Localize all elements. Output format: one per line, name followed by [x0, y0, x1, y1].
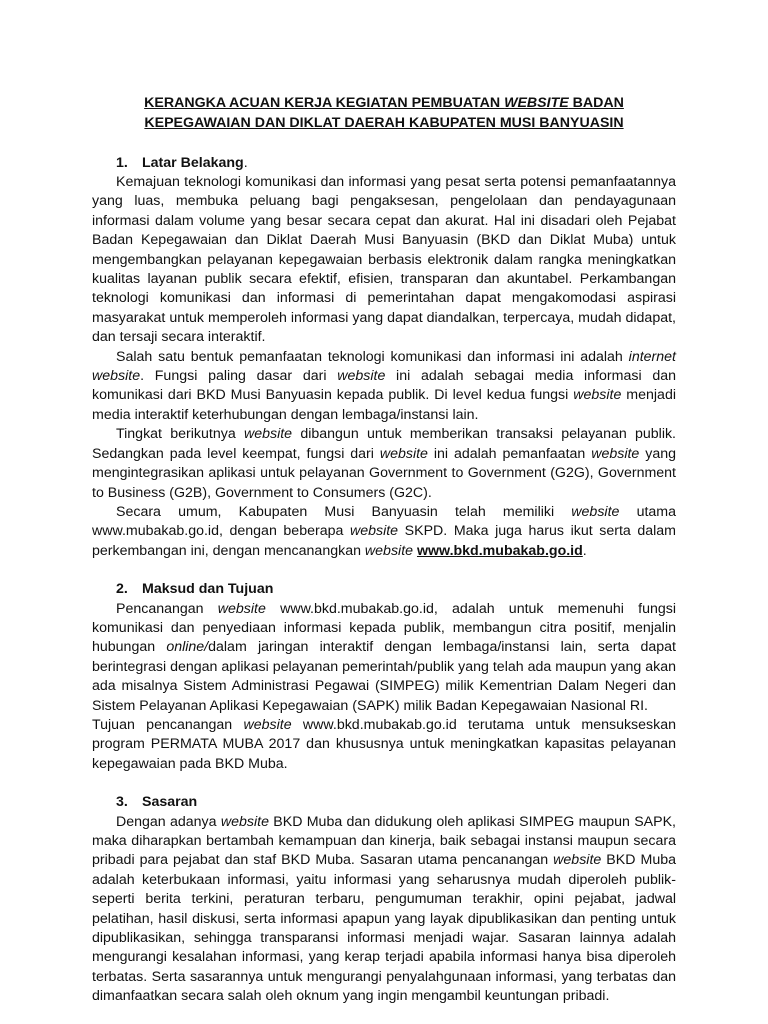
bkd-website-link[interactable]: www.bkd.mubakab.go.id: [416, 542, 583, 559]
section-1-paragraph-4: Secara umum, Kabupaten Musi Banyuasin telah memiliki website utama www.mubakab.go.id, dengan beberapa website SKPD. Maka juga harus ikut serta dalam perkembangan ini, dengan mencanangkan website www.bkd.mubakab.go.id.: [92, 503, 676, 559]
section-1-paragraph-3: Tingkat berikutnya website dibangun untuk memberikan transaksi pelayanan publik. Sedangkan pada level keempat, fungsi dari website ini adalah pemanfaatan website yang mengintegrasikan aplikasi untuk pelayanan Government to Government (G2G), Government to Business (G2B), Government to Consumers (G2C).: [92, 426, 677, 501]
document-title: [92, 94, 676, 134]
section-spacer: [92, 561, 676, 580]
section-2-paragraph-2: Tujuan pencanangan website www.bkd.mubakab.go.id terutama untuk mensukseskan program PERMATA MUBA 2017 dan khususnya untuk meningkatkan kapasitas pelayanan kepegawaian pada BKD Muba.: [92, 716, 677, 772]
section-2-paragraph-1: Pencanangan website www.bkd.mubakab.go.id, adalah untuk memenuhi fungsi komunikasi dan penyediaan informasi kepada publik, membangun citra positif, menjalin hubungan online/dalam jaringan interaktif dengan lembaga/instansi lain, serta dapat berintegrasi dengan aplikasi pelayanan pemerintah/publik yang telah ada maupun yang akan ada misalnya Sistem Administrasi Pegawai (SIMPEG) milik Kementrian Dalam Negeri dan Sistem Pelayanan Aplikasi Kepegawaian (SAPK) milik Badan Kepegawaian Nasional RI.: [92, 600, 677, 714]
section-3-number: 3.: [116, 794, 128, 811]
section-1-paragraph-1: Kemajuan teknologi komunikasi dan informasi yang pesat serta potensi pemanfaatannya yang luas, membuka peluang bagi pengaksesan, pengelolaan dan pendayagunaan informasi dalam volume yang besar secara cepat dan akurat. Hal ini disadari oleh Pejabat Badan Kepegawaian dan Diklat Daerah Musi Banyuasin (BKD dan Diklat Muba) untuk mengembangkan pelayanan kepegawaian berbasis elektronik dalam rangka meningkatkan kualitas layanan publik secara efektif, efisien, transparan dan akuntabel. Perkambangan teknologi komunikasi dan informasi di pemerintahan dapat mengakomodasi aspirasi masyarakat untuk memperoleh informasi yang dapat diandalkan, terpercaya, mudah didapat, dan tersaji secara interaktif.: [92, 174, 676, 346]
section-3-title: Sasaran: [142, 794, 198, 811]
section-1-title-suffix: .: [243, 154, 248, 171]
section-1-heading: [92, 154, 676, 173]
section-2-heading: [92, 580, 676, 599]
section-1-paragraph-2: Salah satu bentuk pemanfaatan teknologi komunikasi dan informasi ini adalah internet website. Fungsi paling dasar dari website ini adalah sebagai media informasi dan komunikasi dari BKD Musi Banyuasin kepada publik. Di level kedua fungsi website menjadi media interaktif keterhubungan dengan lembaga/instansi lain.: [92, 348, 677, 423]
section-1-number: 1.: [116, 154, 128, 171]
section-1-title: Latar Belakang: [142, 154, 244, 171]
section-3-heading: [92, 793, 676, 812]
title-text-1: KERANGKA ACUAN KERJA KEGIATAN PEMBUATAN: [144, 95, 505, 111]
section-spacer: [92, 774, 676, 793]
title-italic: WEBSITE: [504, 95, 569, 111]
section-2-title: Maksud dan Tujuan: [142, 581, 274, 598]
section-3-paragraph-1: Dengan adanya website BKD Muba dan didukung oleh aplikasi SIMPEG maupun SAPK, maka diharapkan bertambah kemampuan dan kinerja, baik sebagai instansi maupun secara pribadi para pejabat dan staf BKD Muba. Sasaran utama pencanangan website BKD Muba adalah keterbukaan informasi, yaitu informasi yang seharusnya mudah diperoleh publik- seperti berita terkini, peraturan terbaru, pengumuman terakhir, opini pejabat, jadwal pelatihan, hasil diskusi, serta informasi apapun yang layak dipublikasikan dan penting untuk dipublikasikan, sehingga transparansi informasi menjadi wajar. Sasaran lainnya adalah mengurangi kesalahan informasi, yang kerap terjadi apabila informasi hanya bisa diperoleh terbatas. Serta sasarannya untuk mengurangi penyalahgunaan informasi, yang terbatas dan dimanfaatkan secara salah oleh oknum yang ingin mengambil keuntungan pribadi.: [92, 813, 676, 1005]
title-text-2: BADAN KEPEGAWAIAN DAN DIKLAT DAERAH KABUPATEN MUSI BANYUASIN: [144, 95, 624, 131]
section-2-number: 2.: [116, 581, 128, 598]
